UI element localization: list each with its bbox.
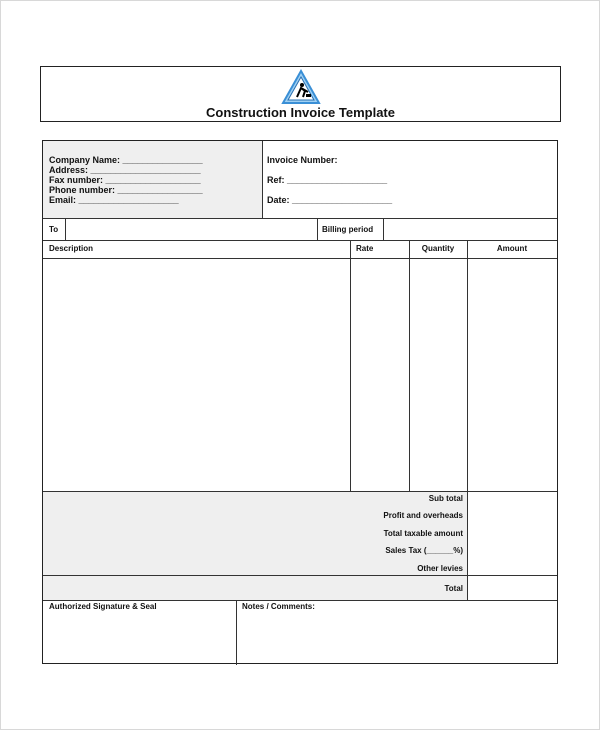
divider <box>317 218 318 240</box>
email-field[interactable]: Email: ____________________ <box>49 195 179 205</box>
date-field[interactable]: Date: ____________________ <box>267 195 393 205</box>
fax-field[interactable]: Fax number: ___________________ <box>49 175 201 185</box>
total-label: Total <box>444 584 463 593</box>
notes-label: Notes / Comments: <box>242 602 315 611</box>
divider <box>236 600 237 665</box>
billing-period-label: Billing period <box>322 225 374 234</box>
divider <box>467 240 468 600</box>
divider <box>43 240 557 241</box>
amount-column-header: Amount <box>496 244 528 253</box>
signature-label: Authorized Signature & Seal <box>49 602 157 611</box>
to-label: To <box>49 225 59 234</box>
divider <box>350 240 351 491</box>
divider <box>43 258 557 259</box>
divider <box>43 600 557 601</box>
sales-tax-label[interactable]: Sales Tax (______%) <box>385 546 463 555</box>
quantity-column-header: Quantity <box>421 244 455 253</box>
total-value-cell[interactable] <box>467 575 557 600</box>
address-field[interactable]: Address: ______________________ <box>49 165 201 175</box>
invoice-header <box>40 66 561 122</box>
phone-field[interactable]: Phone number: _________________ <box>49 185 203 195</box>
divider <box>65 218 66 240</box>
other-levies-label: Other levies <box>417 564 463 573</box>
page-title: Construction Invoice Template <box>205 105 395 120</box>
invoice-number-field[interactable]: Invoice Number: <box>267 155 338 165</box>
construction-worker-warning-icon <box>281 69 321 105</box>
taxable-amount-label: Total taxable amount <box>383 529 463 538</box>
rate-column-header: Rate <box>356 244 374 253</box>
ref-field[interactable]: Ref: ____________________ <box>267 175 388 185</box>
divider <box>409 240 410 491</box>
invoice-table <box>42 140 558 664</box>
divider <box>262 141 263 218</box>
divider <box>383 218 384 240</box>
sub-total-label: Sub total <box>428 494 463 503</box>
divider <box>43 491 557 492</box>
company-name-field[interactable]: Company Name: ________________ <box>49 155 203 165</box>
description-column-header: Description <box>49 244 94 253</box>
divider <box>43 575 557 576</box>
divider <box>43 218 557 219</box>
profit-overheads-label: Profit and overheads <box>383 511 463 520</box>
